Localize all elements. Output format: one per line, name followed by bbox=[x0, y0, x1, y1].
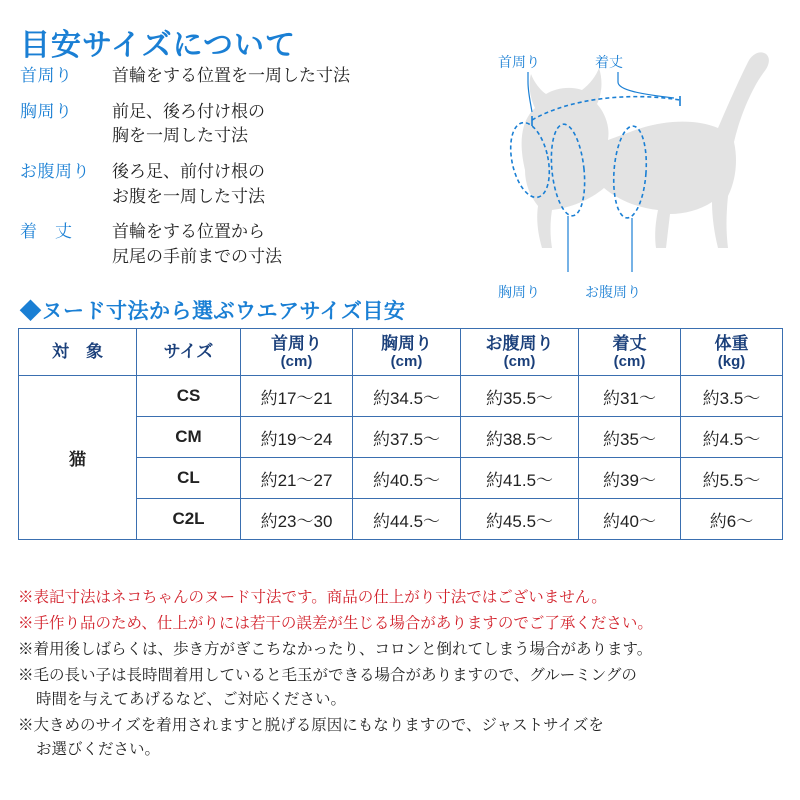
column-header-unit: (cm) bbox=[613, 353, 646, 371]
note-line: ※手作り品のため、仕上がりには若干の誤差が生じる場合がありますのでご了承ください。 bbox=[18, 615, 653, 633]
size-table bbox=[18, 328, 783, 540]
belly-cell: 約38.5〜 bbox=[461, 417, 579, 458]
column-header-chest bbox=[353, 329, 461, 376]
column-header-unit: (kg) bbox=[717, 353, 746, 371]
note-item bbox=[18, 714, 788, 762]
neck-cell: 約17〜21 bbox=[241, 376, 353, 417]
definition-line: 首輪をする位置から bbox=[112, 222, 265, 242]
column-header-length bbox=[579, 329, 681, 376]
definition-line: 後ろ足、前付け根の bbox=[112, 161, 265, 181]
definition-line: お腹を一周した寸法 bbox=[112, 186, 265, 206]
definition-term: 胸周り bbox=[20, 101, 73, 121]
note-item bbox=[18, 586, 788, 610]
note-item bbox=[18, 664, 788, 712]
weight-cell: 約5.5〜 bbox=[681, 458, 783, 499]
note-line: 時間を与えてあげるなど、ご対応ください。 bbox=[36, 691, 347, 709]
length-cell: 約39〜 bbox=[579, 458, 681, 499]
target-cell: 猫 bbox=[19, 376, 137, 540]
note-line: お選びください。 bbox=[36, 741, 161, 759]
neck-cell: 約19〜24 bbox=[241, 417, 353, 458]
definition-row bbox=[20, 220, 440, 269]
definition-description bbox=[112, 100, 265, 149]
page-title: 目安サイズについて bbox=[20, 29, 296, 62]
diagram-label-neck: 首周り bbox=[498, 54, 540, 70]
definition-term: 着 丈 bbox=[20, 222, 73, 242]
notes-section bbox=[18, 586, 788, 764]
definition-description bbox=[112, 64, 350, 89]
definition-row bbox=[20, 100, 440, 149]
length-cell: 約35〜 bbox=[579, 417, 681, 458]
definition-line: 前足、後ろ付け根の bbox=[112, 101, 265, 121]
column-header-neck bbox=[241, 329, 353, 376]
size-cell: CM bbox=[137, 417, 241, 458]
note-line: ※表記寸法はネコちゃんのヌード寸法です。商品の仕上がり寸法ではございません。 bbox=[18, 589, 607, 606]
belly-cell: 約45.5〜 bbox=[461, 499, 579, 540]
measurement-definitions bbox=[20, 64, 440, 280]
note-line: ※着用後しばらくは、歩き方がぎこちなかったり、コロンと倒れてしまう場合があります。 bbox=[18, 641, 653, 659]
length-leader-line bbox=[618, 72, 674, 98]
column-header-unit: (cm) bbox=[280, 353, 313, 371]
note-line: ※毛の長い子は長時間着用していると毛玉ができる場合がありますので、グルーミングの bbox=[18, 667, 637, 685]
column-header-target bbox=[19, 329, 137, 376]
definition-line: 胸を一周した寸法 bbox=[112, 126, 248, 146]
definition-term: 首周り bbox=[20, 66, 73, 85]
belly-cell: 約35.5〜 bbox=[461, 376, 579, 417]
note-line: ※大きめのサイズを着用されますと脱げる原因にもなりますので、ジャストサイズを bbox=[18, 717, 604, 735]
definition-line: 尻尾の手前までの寸法 bbox=[112, 246, 282, 266]
neck-cell: 約21〜27 bbox=[241, 458, 353, 499]
column-header-unit: (cm) bbox=[503, 353, 536, 371]
definition-description bbox=[112, 220, 282, 269]
table-row bbox=[19, 376, 783, 417]
diagram-label-belly: お腹周り bbox=[585, 284, 641, 300]
chest-cell: 約40.5〜 bbox=[353, 458, 461, 499]
column-header-weight bbox=[681, 329, 783, 376]
column-header-label: 対 象 bbox=[52, 342, 103, 362]
column-header-label: サイズ bbox=[163, 342, 214, 362]
neck-cell: 約23〜30 bbox=[241, 499, 353, 540]
length-cell: 約31〜 bbox=[579, 376, 681, 417]
size-cell: C2L bbox=[137, 499, 241, 540]
diagram-label-chest: 胸周り bbox=[498, 284, 540, 300]
column-header-label: 着丈 bbox=[612, 333, 647, 353]
definition-term: お腹周り bbox=[20, 161, 90, 181]
weight-cell: 約3.5〜 bbox=[681, 376, 783, 417]
column-header-size bbox=[137, 329, 241, 376]
definition-row bbox=[20, 64, 440, 89]
column-header-label: お腹周り bbox=[485, 333, 554, 353]
length-cell: 約40〜 bbox=[579, 499, 681, 540]
diagram-label-length: 着丈 bbox=[595, 54, 623, 70]
column-header-label: 胸周り bbox=[381, 333, 432, 353]
column-header-belly bbox=[461, 329, 579, 376]
definition-row bbox=[20, 160, 440, 209]
cat-measurement-diagram bbox=[430, 20, 790, 310]
weight-cell: 約4.5〜 bbox=[681, 417, 783, 458]
chest-cell: 約44.5〜 bbox=[353, 499, 461, 540]
column-header-label: 体重 bbox=[714, 333, 749, 353]
table-header-row bbox=[19, 329, 783, 376]
note-item bbox=[18, 612, 788, 636]
size-cell: CS bbox=[137, 376, 241, 417]
size-cell: CL bbox=[137, 458, 241, 499]
definition-description bbox=[112, 160, 265, 209]
column-header-label: 首周り bbox=[271, 333, 322, 353]
table-title: ◆ヌード寸法から選ぶウエアサイズ目安 bbox=[20, 300, 406, 323]
column-header-unit: (cm) bbox=[390, 353, 423, 371]
chest-cell: 約37.5〜 bbox=[353, 417, 461, 458]
belly-cell: 約41.5〜 bbox=[461, 458, 579, 499]
weight-cell: 約6〜 bbox=[681, 499, 783, 540]
definition-line: 首輪をする位置を一周した寸法 bbox=[112, 66, 350, 85]
chest-cell: 約34.5〜 bbox=[353, 376, 461, 417]
note-item bbox=[18, 638, 788, 662]
